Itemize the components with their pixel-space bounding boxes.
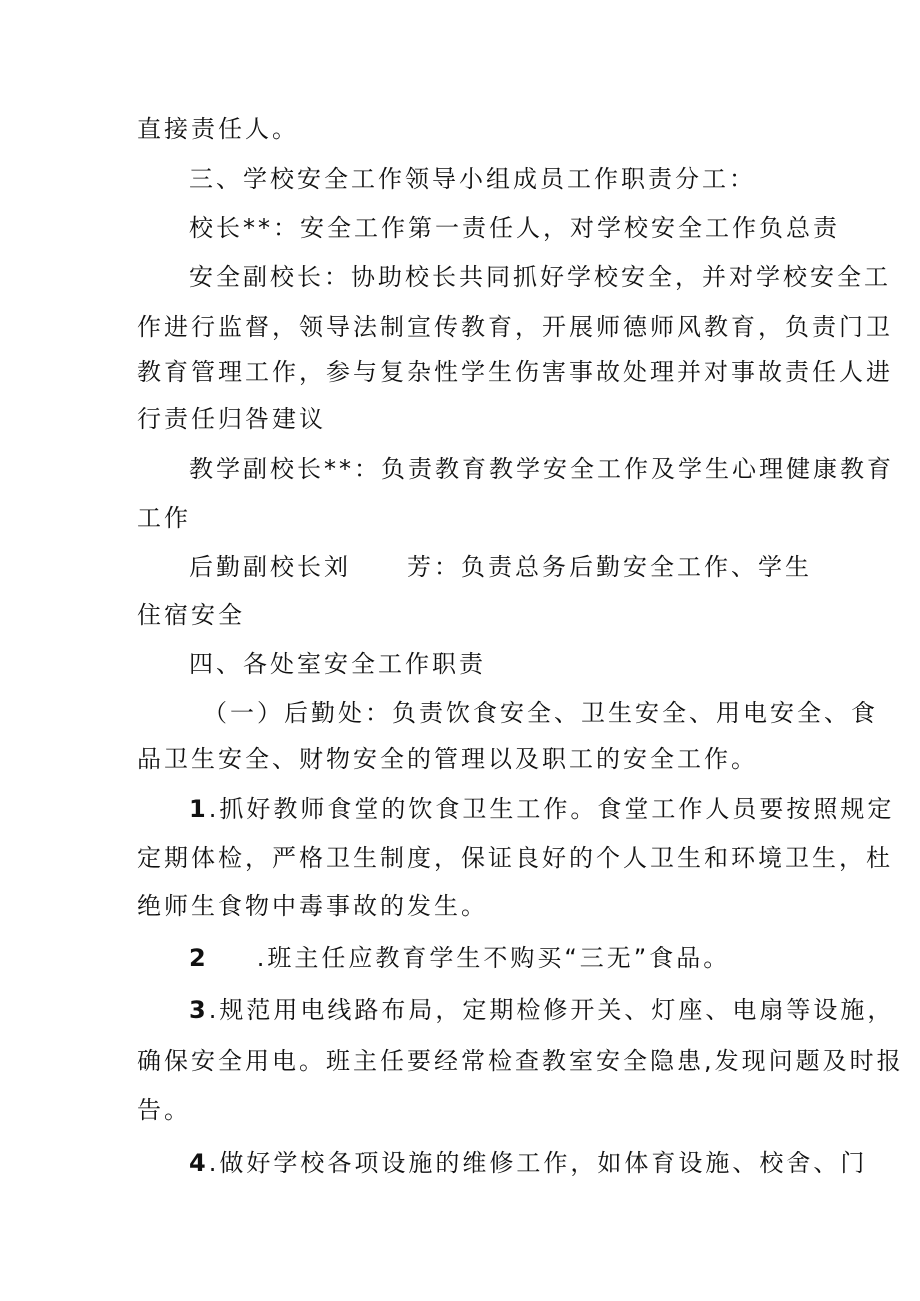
list-item-number: 1: [189, 795, 209, 823]
paragraph-line: 作进行监督，领导法制宣传教育，开展师德师风教育，负责门卫: [137, 313, 893, 341]
paragraph-line: 绝师生食物中毒事故的发生。: [137, 892, 488, 920]
section-heading: 三、学校安全工作领导小组成员工作职责分工：: [189, 165, 756, 193]
paragraph-line: 定期体检，严格卫生制度，保证良好的个人卫生和环境卫生，杜: [137, 844, 893, 872]
paragraph-line: [189, 552, 812, 582]
paragraph-line: 直接责任人。: [137, 115, 299, 143]
paragraph-line: 确保安全用电。班主任要经常检查教室安全隐患,发现问题及时报: [137, 1047, 904, 1075]
paragraph-line: 校长**：安全工作第一责任人，对学校安全工作负总责: [189, 214, 840, 242]
paragraph-line: （一）后勤处：负责饮食安全、卫生安全、用电安全、食: [203, 699, 878, 727]
list-item-text: .规范用电线路布局，定期检修开关、灯座、电扇等设施，: [208, 996, 895, 1024]
list-item: [189, 1148, 867, 1178]
list-item-number: 2: [189, 944, 209, 972]
list-item: [189, 794, 894, 824]
paragraph-fragment: 后勤副校长刘: [189, 553, 351, 581]
list-item: [189, 943, 730, 973]
section-heading: 四、各处室安全工作职责: [189, 650, 486, 678]
paragraph-line: 告。: [137, 1096, 191, 1124]
list-item-number: 4: [189, 1149, 209, 1177]
paragraph-line: 工作: [137, 504, 191, 532]
paragraph-line: 教育管理工作，参与复杂性学生伤害事故处理并对事故责任人进: [137, 358, 893, 386]
list-item-text: .班主任应教育学生不购买“三无”食品。: [256, 944, 731, 972]
paragraph-line: 住宿安全: [137, 601, 245, 629]
list-item-text: .做好学校各项设施的维修工作，如体育设施、校舍、门: [208, 1149, 868, 1177]
list-item-text: .抓好教师食堂的饮食卫生工作。食堂工作人员要按照规定: [208, 795, 895, 823]
paragraph-line: 安全副校长：协助校长共同抓好学校安全，并对学校安全工: [189, 263, 891, 291]
list-item-number: 3: [189, 996, 209, 1024]
paragraph-fragment: 芳：负责总务后勤安全工作、学生: [407, 553, 812, 581]
paragraph-line: 教学副校长**：负责教育教学安全工作及学生心理健康教育: [189, 455, 894, 483]
paragraph-line: 行责任归咎建议: [137, 405, 326, 433]
list-item: [189, 995, 894, 1025]
paragraph-line: 品卫生安全、财物安全的管理以及职工的安全工作。: [137, 745, 758, 773]
